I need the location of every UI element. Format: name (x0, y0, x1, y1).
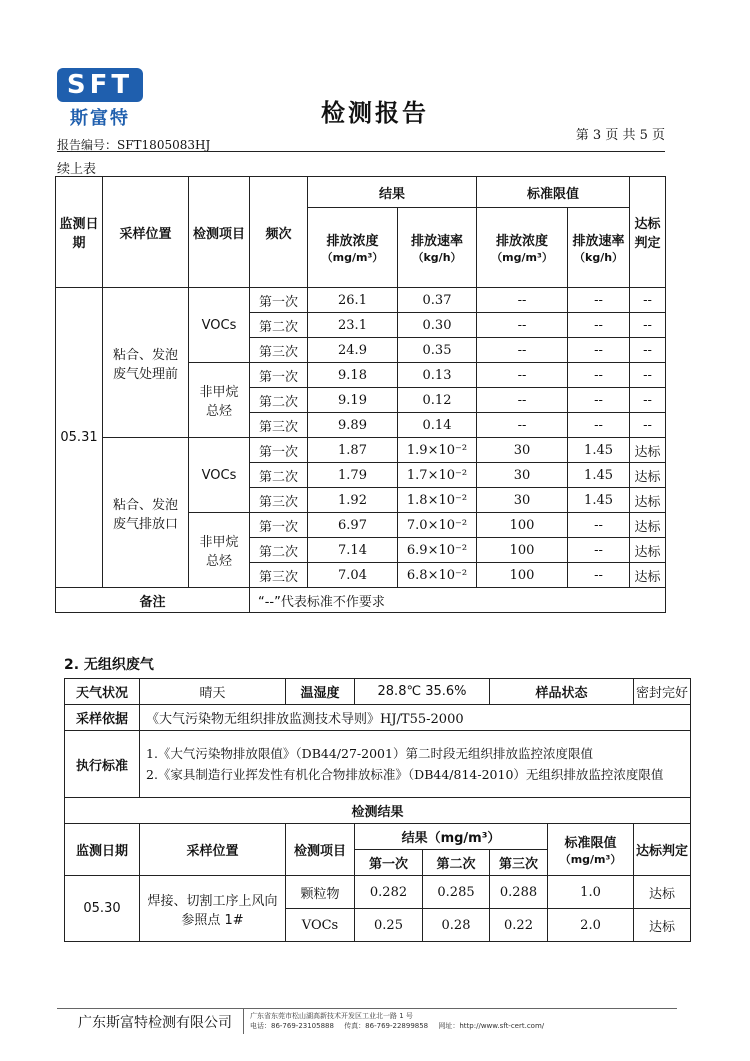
header-limit-rate (568, 208, 630, 288)
row-limit: 2.0 (548, 909, 634, 942)
header-conc-unit: （mg/m³） (321, 251, 384, 265)
row-frequency: 第三次 (250, 563, 308, 588)
row-limit-rate: -- (568, 313, 630, 338)
row-limit-conc: -- (477, 338, 568, 363)
header-limit (548, 824, 634, 876)
header-item: 检测项目 (286, 824, 355, 876)
footer-tel: 电话：86-769-23105888 (250, 1022, 334, 1030)
header-limit-label: 标准限值 (564, 836, 617, 851)
header-rate-unit: （kg/h） (412, 251, 462, 265)
location-outlet: 粘合、发泡废气排放口 (103, 438, 189, 588)
temp-humidity-label: 温湿度 (286, 679, 355, 705)
row-round-1: 0.25 (355, 909, 423, 942)
row-limit-rate: 1.45 (568, 438, 630, 463)
row-frequency: 第二次 (250, 388, 308, 413)
row-round-3: 0.288 (490, 876, 548, 909)
header-limit-rate-unit: （kg/h） (574, 251, 624, 265)
footer-fax: 传真：86-769-22899858 (344, 1022, 429, 1030)
header-date: 监测日期 (65, 824, 140, 876)
header-limit-rate-label: 排放速率 (572, 234, 625, 250)
row-conc: 26.1 (308, 288, 398, 313)
row-limit: 1.0 (548, 876, 634, 909)
header-limit-unit: （mg/m³） (559, 853, 622, 866)
weather-value: 晴天 (140, 679, 286, 705)
row-judgement: 达标 (634, 909, 691, 942)
row-judgement: -- (630, 388, 666, 413)
row-frequency: 第一次 (250, 513, 308, 538)
row-conc: 9.18 (308, 363, 398, 388)
header-rate-label: 排放速率 (411, 234, 464, 250)
basis-value: 《大气污染物无组织排放监测技术导则》HJ/T55-2000 (140, 705, 691, 731)
row-judgement: -- (630, 313, 666, 338)
row-judgement: 达标 (630, 463, 666, 488)
row-judgement: -- (630, 363, 666, 388)
row-frequency: 第一次 (250, 363, 308, 388)
row-conc: 24.9 (308, 338, 398, 363)
row-rate: 0.37 (398, 288, 477, 313)
page-title: 检测报告 (321, 99, 429, 127)
header-limit: 标准限值 (477, 177, 630, 208)
footer-contact (250, 1021, 544, 1031)
row-limit-conc: 100 (477, 563, 568, 588)
row-round-2: 0.285 (423, 876, 490, 909)
organized-emission-table (55, 176, 666, 613)
row-limit-conc: -- (477, 413, 568, 438)
item-vocs: VOCs (189, 288, 250, 363)
row-judgement: 达标 (630, 438, 666, 463)
row-conc: 9.19 (308, 388, 398, 413)
row-rate: 0.12 (398, 388, 477, 413)
row-frequency: 第一次 (250, 438, 308, 463)
row-round-1: 0.282 (355, 876, 423, 909)
header-rate (398, 208, 477, 288)
row-conc: 1.87 (308, 438, 398, 463)
header-result: 结果 (308, 177, 477, 208)
header-limit-conc-label: 排放浓度 (496, 234, 549, 250)
row-limit-conc: 100 (477, 538, 568, 563)
header-conc (308, 208, 398, 288)
sampling-location: 焊接、切割工序上风向参照点 1# (140, 876, 286, 942)
header-location: 采样位置 (103, 177, 189, 288)
row-conc: 1.79 (308, 463, 398, 488)
row-limit-rate: 1.45 (568, 463, 630, 488)
row-conc: 7.14 (308, 538, 398, 563)
header-judgement: 达标判定 (634, 824, 691, 876)
header-round-1: 第一次 (355, 850, 423, 876)
footer-divider (57, 1008, 677, 1009)
header-round-2: 第二次 (423, 850, 490, 876)
row-limit-conc: -- (477, 288, 568, 313)
row-frequency: 第三次 (250, 413, 308, 438)
sample-state-value: 密封完好 (634, 679, 691, 705)
row-judgement: 达标 (630, 488, 666, 513)
row-rate: 0.13 (398, 363, 477, 388)
row-judgement: 达标 (630, 513, 666, 538)
item-vocs: VOCs (189, 438, 250, 513)
row-round-3: 0.22 (490, 909, 548, 942)
row-judgement: 达标 (630, 563, 666, 588)
row-judgement: 达标 (634, 876, 691, 909)
row-limit-conc: 100 (477, 513, 568, 538)
footer-company: 广东斯富特检测有限公司 (78, 1015, 232, 1031)
row-rate: 1.7×10⁻² (398, 463, 477, 488)
row-limit-rate: -- (568, 288, 630, 313)
row-limit-rate: 1.45 (568, 488, 630, 513)
row-rate: 7.0×10⁻² (398, 513, 477, 538)
header-date: 监测日期 (56, 177, 103, 288)
sample-state-label: 样品状态 (490, 679, 634, 705)
logo-mark: SFT (57, 68, 143, 102)
footer-separator (243, 1008, 244, 1034)
header-limit-conc-unit: （mg/m³） (491, 251, 553, 265)
row-limit-conc: -- (477, 313, 568, 338)
row-limit-rate: -- (568, 513, 630, 538)
row-rate: 1.8×10⁻² (398, 488, 477, 513)
row-conc: 23.1 (308, 313, 398, 338)
footer-address: 广东省东莞市松山湖高新技术开发区工业北一路 1 号 (250, 1012, 413, 1020)
monitor-date: 05.30 (65, 876, 140, 942)
row-limit-rate: -- (568, 413, 630, 438)
row-rate: 6.8×10⁻² (398, 563, 477, 588)
row-rate: 0.30 (398, 313, 477, 338)
temp-humidity-value: 28.8℃ 35.6% (355, 679, 490, 705)
row-frequency: 第二次 (250, 463, 308, 488)
row-item: 颗粒物 (286, 876, 355, 909)
row-frequency: 第三次 (250, 488, 308, 513)
header-item: 检测项目 (189, 177, 250, 288)
standard-values (140, 731, 691, 798)
standard-item-2: 2.《家具制造行业挥发性有机化合物排放标准》（DB44/814-2010）无组织排放监控浓度限值 (146, 767, 664, 782)
row-rate: 0.14 (398, 413, 477, 438)
row-rate: 1.9×10⁻² (398, 438, 477, 463)
row-rate: 0.35 (398, 338, 477, 363)
section-title: 2. 无组织废气 (64, 657, 154, 673)
monitor-date: 05.31 (56, 288, 103, 588)
header-frequency: 频次 (250, 177, 308, 288)
row-limit-rate: -- (568, 363, 630, 388)
results-label: 检测结果 (65, 798, 691, 824)
row-limit-rate: -- (568, 563, 630, 588)
header-location: 采样位置 (140, 824, 286, 876)
row-limit-conc: -- (477, 388, 568, 413)
row-conc: 9.89 (308, 413, 398, 438)
footer-web[interactable]: 网址：http://www.sft-cert.com/ (438, 1022, 545, 1030)
logo-cn-name: 斯富特 (70, 108, 130, 129)
row-limit-rate: -- (568, 388, 630, 413)
item-nmhc: 非甲烷总烃 (189, 363, 250, 438)
note-text: “--”代表标准不作要求 (250, 588, 666, 613)
header-round-3: 第三次 (490, 850, 548, 876)
header-result: 结果（mg/m³） (355, 824, 548, 850)
row-judgement: -- (630, 288, 666, 313)
row-conc: 7.04 (308, 563, 398, 588)
row-frequency: 第一次 (250, 288, 308, 313)
report-number: 报告编号：SFT1805083HJ (57, 138, 211, 152)
row-conc: 1.92 (308, 488, 398, 513)
header-divider (57, 151, 665, 152)
row-item: VOCs (286, 909, 355, 942)
fugitive-emission-table (64, 678, 691, 942)
row-round-2: 0.28 (423, 909, 490, 942)
continued-label: 续上表 (57, 162, 97, 177)
row-limit-conc: 30 (477, 488, 568, 513)
page-number: 第 3 页 共 5 页 (575, 128, 665, 143)
location-before-treatment: 粘合、发泡废气处理前 (103, 288, 189, 438)
row-frequency: 第二次 (250, 313, 308, 338)
item-nmhc: 非甲烷总烃 (189, 513, 250, 588)
row-conc: 6.97 (308, 513, 398, 538)
row-frequency: 第三次 (250, 338, 308, 363)
header-limit-conc (477, 208, 568, 288)
header-conc-label: 排放浓度 (326, 234, 379, 250)
row-frequency: 第二次 (250, 538, 308, 563)
row-limit-rate: -- (568, 538, 630, 563)
row-limit-rate: -- (568, 338, 630, 363)
row-limit-conc: -- (477, 363, 568, 388)
basis-label: 采样依据 (65, 705, 140, 731)
row-limit-conc: 30 (477, 438, 568, 463)
row-rate: 6.9×10⁻² (398, 538, 477, 563)
standard-label: 执行标准 (65, 731, 140, 798)
standard-item-1: 1.《大气污染物排放限值》（DB44/27-2001）第二时段无组织排放监控浓度限值 (146, 746, 593, 761)
row-judgement: -- (630, 338, 666, 363)
row-judgement: -- (630, 413, 666, 438)
header-judgement: 达标判定 (630, 177, 666, 288)
row-limit-conc: 30 (477, 463, 568, 488)
weather-label: 天气状况 (65, 679, 140, 705)
note-label: 备注 (56, 588, 250, 613)
row-judgement: 达标 (630, 538, 666, 563)
